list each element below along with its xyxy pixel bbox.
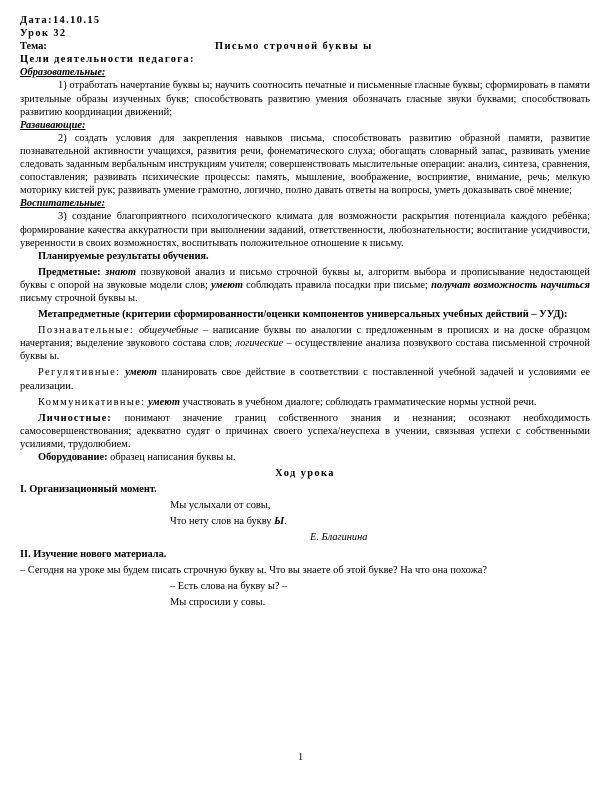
equipment-label: Оборудование: [38, 452, 108, 463]
developing-label: Развивающие: [20, 119, 86, 131]
upbringing-text: 3) создание благоприятного психологического климата для возможности раскрытия потенциала каждого ребёнка; формирование качества аккуратности при выполнении заданий, ответственности, любознательности; воспитание усидчивости, уверенности в своих возможностях, воспитывать положительное отношение к письму. [20, 211, 590, 249]
date-line: Дата:14.10.15 [20, 15, 101, 26]
cognitive-label: Познавательные: [38, 325, 135, 337]
cognitive-logical: логические [235, 338, 284, 350]
equipment-text: образец написания буквы ы. [110, 452, 236, 463]
theme-title: Письмо строчной буквы ы [215, 41, 373, 53]
subject-label: Предметные: [38, 266, 101, 278]
equipment-line [20, 451, 590, 464]
developing-text: 2) создать условия для закрепления навыков письма, способствовать развитию образной памяти, развитие познавательной активности учащихся, развития речи, фонематического слуха; обогащать словарный запас, развивать умение следовать заданным вербальным инструкциям учителя; совершенствовать мыслительные операции: анализ, синтеза, сравнения, сопоставления; развивать психические процессы: память, мышление, воображение, восприятие, внимание, речь; мелкую моторику кистей рук; развивать умение грамотно, логично, полно давать ответы на вопросы, уметь доказывать своё мнение; [20, 132, 590, 197]
cognitive-text-2: – осуществление анализа позвуквого состава письменной строчной буквы ы. [20, 338, 590, 363]
poem-line-1: Мы услыхали от совы, [170, 500, 271, 512]
subject-know: знают [105, 266, 136, 278]
poem-line-2-text: Что нету слов на букву [170, 516, 272, 528]
subject-text-1: позвуковой анализ и письмо строчной буквы ы, алгоритм выбора и прописывание недостающей буквы с опорой на звуковые модели слов; [20, 266, 590, 291]
educational-text: 1) отработать начертание буквы ы; научить соотносить печатные и письменные гласные буквы; сформировать в памяти зрительные образы изученных букв; способствовать развитию умения обозначать гласные звуки буквами; способствовать развитию координации движений; [20, 80, 590, 118]
poem-line-2 [170, 515, 590, 528]
regulatory-can: умеют [125, 367, 157, 379]
cognitive-general: общеучебные [138, 325, 199, 337]
lesson-number: Урок 32 [20, 28, 67, 40]
section-2: II. Изучение нового материала. [20, 548, 167, 560]
regulatory-text: планировать свое действие в соответствии с поставленной учебной задачей и условиями ее реализации. [20, 367, 590, 392]
personal-results [20, 412, 590, 451]
results-heading: Планируемые результаты обучения. [38, 250, 209, 262]
educational-label: Образовательные: [20, 67, 106, 79]
cognitive-results [20, 324, 590, 363]
poem-author: Е. Благинина [310, 532, 368, 544]
communicative-results [20, 396, 590, 409]
page-number: 1 [298, 752, 304, 763]
communicative-can: умеют [148, 396, 180, 408]
cognitive-text-1: – написание буквы по аналогии с предложенным в прописях и на доске образцом начертания; выделение звукового состава слов; [20, 325, 590, 350]
poem-period: . [284, 516, 287, 528]
poem-letter: Ы [274, 516, 285, 528]
document-page [20, 14, 590, 609]
communicative-text: участвовать в учебном диалоге; соблюдать грамматические нормы устной речи. [182, 396, 537, 408]
personal-label: Личностные: [38, 412, 112, 424]
dialogue-line-2: – Есть слова на букву ы? – [170, 580, 288, 592]
personal-text: понимают значение границ собственного знания и незнания; осознают необходимость самосовершенствования; адекватно судят о причинах своего успеха/неуспеха в учении, связывая успехи с собственными усилиями, трудолюбием. [20, 412, 590, 450]
theme-label: Тема: [20, 41, 47, 53]
dialogue-line-3: Мы спросили у совы. [170, 596, 266, 608]
meta-heading: Метапредметные (критерии сформированности/оценки компонентов универсальных учебных действий – УУД): [38, 309, 568, 321]
regulatory-results [20, 366, 590, 392]
regulatory-label: Регулятивные: [38, 367, 121, 379]
lesson-heading: Ход урока [275, 468, 335, 480]
subject-get: получат возможность научиться [431, 279, 590, 291]
theme-line [20, 40, 590, 53]
upbringing-label: Воспитательные: [20, 198, 106, 210]
subject-results [20, 266, 590, 305]
subject-can: умеют [211, 279, 243, 291]
goals-heading: Цели деятельности педагога: [20, 54, 195, 66]
communicative-label: Коммуникативные: [38, 396, 146, 408]
subject-text-2: соблюдать правила посадки при письме; [246, 279, 428, 291]
dialogue-line-1: – Сегодня на уроке мы будем писать строчную букву ы. Что вы знаете об этой букве? На что она похожа? [20, 564, 487, 576]
section-1: I. Организационный момент. [20, 484, 157, 496]
subject-text-3: письму строчной буквы ы. [20, 292, 138, 304]
